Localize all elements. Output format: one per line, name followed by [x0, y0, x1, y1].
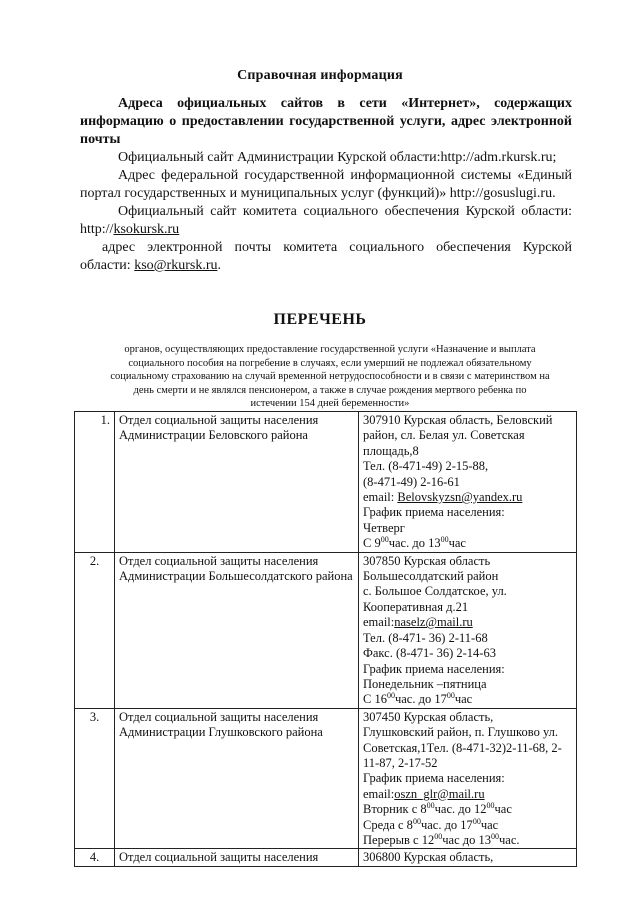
list-title: ПЕРЕЧЕНЬ	[273, 311, 367, 328]
address-line: район, сл. Белая ул. Советская	[363, 428, 525, 443]
address-line: Советская,1Тел. (8-471-32)2-11-68, 2-	[363, 740, 562, 755]
org-contacts	[359, 708, 577, 849]
time-to: час. до 12	[434, 802, 487, 817]
address-line: 307850 Курская область	[363, 553, 491, 568]
address-line: 306800 Курская область,	[363, 850, 494, 865]
schedule-wednesday	[363, 818, 572, 833]
time-to: час. до 17	[394, 692, 447, 707]
adm-site-suffix: ;	[552, 150, 557, 165]
email-line	[363, 490, 572, 505]
kso-email-label: адрес электронной почты комитета социального обеспечения Курской области:	[80, 240, 572, 273]
organizations-table	[74, 411, 577, 867]
email-line	[363, 787, 572, 802]
table-row	[75, 412, 577, 553]
minutes-sup: 00	[380, 535, 389, 545]
portal-link[interactable]: http://gosuslugi.ru	[449, 186, 553, 201]
address-line: Глушковский район, п. Глушково ул.	[363, 725, 559, 740]
schedule-time	[363, 692, 572, 707]
time-from: Среда с 8	[363, 817, 413, 832]
time-to: час. до 17	[420, 817, 473, 832]
org-name: Отдел социальной защиты населения Администрации Глушковского района	[115, 708, 359, 849]
minutes-sup: 00	[472, 816, 481, 826]
org-contacts	[359, 552, 577, 708]
time-to: час до 13	[442, 832, 491, 847]
time-unit: час	[448, 536, 466, 551]
org-name: Отдел социальной защиты населения Администрации Большесолдатского района	[115, 552, 359, 708]
org-contacts	[359, 849, 577, 866]
minutes-sup: 00	[446, 691, 455, 701]
time-from: С 9	[363, 536, 381, 551]
portal-suffix: .	[552, 186, 556, 201]
table-row	[75, 849, 577, 866]
time-unit: час	[494, 802, 512, 817]
minutes-sup: 00	[386, 691, 395, 701]
intro-section	[80, 95, 572, 275]
kso-site-link[interactable]: ksokursk.ru	[113, 222, 180, 237]
row-number: 4.	[75, 849, 115, 866]
time-unit: час.	[498, 832, 520, 847]
phone-line: Тел. (8-471- 36) 2-11-68	[363, 630, 488, 645]
time-from: С 16	[363, 692, 387, 707]
list-description: органов, осуществляющих предоставление государственной услуги «Назначение и выплата социального пособия на погребение в случаях, если умерший не подлежал обязательному социальному страхованию на случай временной нетрудоспособности и в связи с материнством на день смерти и не являлся пенсионером, а также в случае рождения мертвого ребенка по истечении 154 дней беременности»	[110, 344, 550, 410]
intro-heading: Адреса официальных сайтов в сети «Интернет», содержащих информацию о предоставлении государственной услуги, адрес электронной почты	[80, 96, 572, 147]
email-link[interactable]: Belovskyzsn@yandex.ru	[397, 490, 523, 505]
email-link[interactable]: naselz@mail.ru	[394, 615, 473, 630]
kso-email-link[interactable]: kso@rkursk.ru	[134, 258, 218, 273]
org-name: Отдел социальной защиты населения Администрации Беловского района	[115, 412, 359, 553]
time-from: Вторник с 8	[363, 802, 427, 817]
row-number: 1.	[75, 412, 115, 553]
schedule-days: Четверг	[363, 520, 405, 535]
org-contacts	[359, 412, 577, 553]
address-line: площадь,8	[363, 443, 419, 458]
time-unit: час	[454, 692, 473, 707]
table-row	[75, 708, 577, 849]
minutes-sup: 00	[434, 831, 443, 841]
minutes-sup: 00	[486, 801, 495, 810]
kso-email-suffix: .	[217, 258, 221, 273]
intro-line-adm-site	[80, 149, 572, 167]
email-label: email:	[363, 615, 395, 630]
schedule-break	[363, 833, 572, 848]
page-title: Справочная информация	[237, 68, 403, 83]
email-line	[363, 615, 572, 630]
intro-line-portal	[80, 167, 572, 203]
address-line: Кооперативная д.21	[363, 599, 469, 614]
adm-site-label: Официальный сайт Администрации Курской области:	[118, 150, 441, 165]
address-line: 307450 Курская область,	[363, 709, 494, 724]
phone-line: Тел. (8-471-49) 2-15-88,	[363, 459, 489, 474]
phone-line: (8-471-49) 2-16-61	[363, 474, 460, 489]
adm-site-link[interactable]: http://adm.rkursk.ru	[440, 150, 553, 165]
time-to: час. до 13	[388, 536, 441, 551]
schedule-tuesday	[363, 802, 572, 817]
time-unit: час	[480, 817, 499, 832]
phone-line: 11-87, 2-17-52	[363, 755, 438, 770]
minutes-sup: 00	[440, 535, 449, 545]
table-row	[75, 552, 577, 708]
schedule-time	[363, 536, 572, 551]
minutes-sup: 00	[490, 831, 499, 841]
email-link[interactable]: oszn_glr@mail.ru	[394, 786, 485, 801]
schedule-label: График приема населения:	[363, 771, 505, 786]
schedule-label: График приема населения:	[363, 505, 505, 520]
intro-line-kso-site	[80, 203, 572, 239]
portal-label: Адрес федеральной государственной информационной системы «Единый портал государственных и муниципальных услуг (функций)»	[80, 168, 572, 201]
row-number: 2.	[75, 552, 115, 708]
schedule-days: Понедельник –пятница	[363, 676, 487, 691]
address-line: 307910 Курская область, Беловский	[363, 413, 553, 427]
row-number: 3.	[75, 708, 115, 849]
email-label: email:	[363, 786, 395, 801]
intro-line-kso-email	[80, 239, 572, 275]
org-name: Отдел социальной защиты населения	[115, 849, 359, 866]
email-label: email:	[363, 490, 395, 505]
kso-site-label: Официальный сайт комитета социального обеспечения Курской области: http://	[80, 204, 572, 237]
schedule-label: График приема населения:	[363, 661, 505, 676]
minutes-sup: 00	[426, 801, 435, 810]
fax-line: Факс. (8-471- 36) 2-14-63	[363, 646, 496, 661]
address-line: Большесолдатский район	[363, 569, 499, 584]
address-line: с. Большое Солдатское, ул.	[363, 584, 507, 599]
time-from: Перерыв с 12	[363, 832, 435, 847]
minutes-sup: 00	[412, 816, 421, 826]
